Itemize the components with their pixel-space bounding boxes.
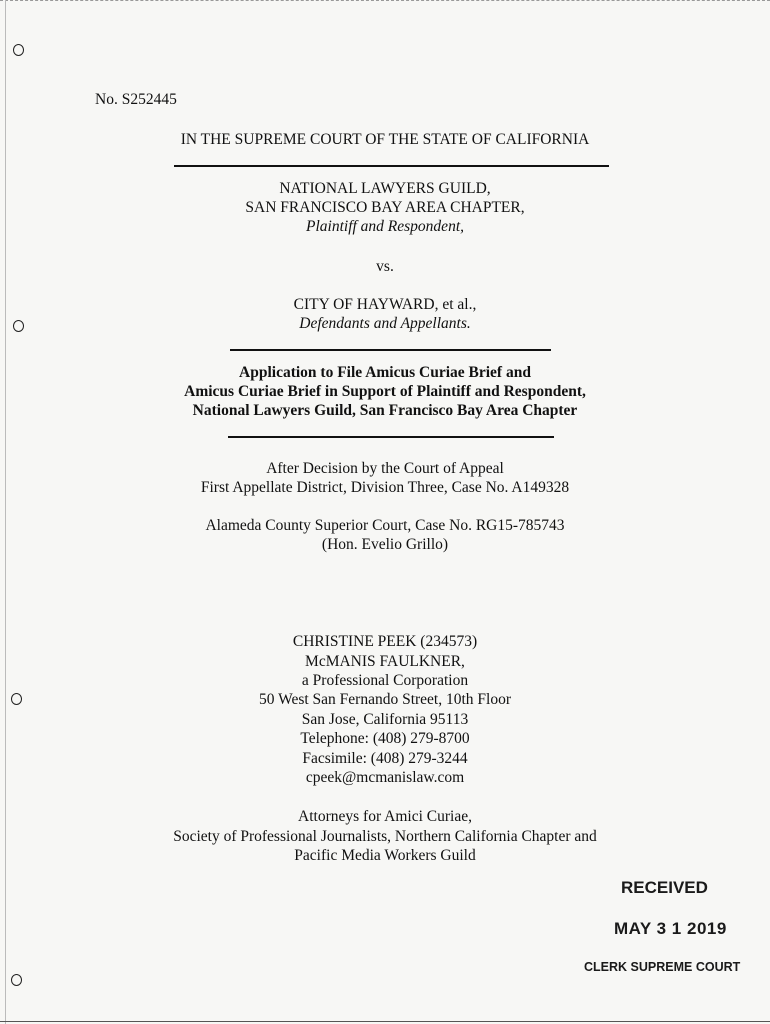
punch-hole-icon (11, 974, 22, 986)
attorneys-for-line2: Society of Professional Journalists, Northern California Chapter and (173, 828, 597, 845)
received-stamp: RECEIVED (621, 878, 708, 897)
defendant-name: CITY OF HAYWARD, et al., (293, 296, 477, 313)
case-number: No. S252445 (95, 91, 177, 108)
counsel-firm-type: a Professional Corporation (301, 672, 469, 689)
scan-edge-bottom (0, 1021, 770, 1022)
clerk-stamp: CLERK SUPREME COURT (584, 960, 741, 974)
punch-hole-icon (13, 44, 24, 56)
trial-court-line1: Alameda County Superior Court, Case No. RG15-785743 (205, 517, 565, 534)
document-title-line1: Application to File Amicus Curiae Brief and (239, 364, 531, 381)
counsel-firm: McMANIS FAULKNER, (305, 653, 465, 670)
plaintiff-name-line1: NATIONAL LAWYERS GUILD, (279, 180, 491, 197)
attorneys-for-line1: Attorneys for Amici Curiae, (298, 808, 472, 825)
appeal-info-line1: After Decision by the Court of Appeal (266, 460, 504, 477)
defendant-role: Defendants and Appellants. (299, 315, 471, 332)
counsel-telephone: Telephone: (408) 279-8700 (300, 730, 470, 747)
received-date-stamp: MAY 3 1 2019 (614, 919, 727, 938)
appeal-info-line2: First Appellate District, Division Three, Case No. A149328 (200, 479, 570, 496)
scan-edge-left (5, 0, 6, 1024)
attorneys-for-line3: Pacific Media Workers Guild (294, 847, 476, 864)
divider-rule (174, 165, 609, 167)
counsel-address: 50 West San Fernando Street, 10th Floor (258, 691, 512, 708)
scan-edge-top (0, 0, 770, 3)
document-title-line2: Amicus Curiae Brief in Support of Plaintiff and Respondent, (184, 383, 586, 400)
counsel-facsimile: Facsimile: (408) 279-3244 (302, 750, 468, 767)
counsel-email: cpeek@mcmanislaw.com (305, 769, 465, 786)
versus: vs. (376, 258, 394, 275)
divider-rule (228, 436, 554, 438)
divider-rule (230, 349, 551, 351)
plaintiff-name-line2: SAN FRANCISCO BAY AREA CHAPTER, (245, 199, 525, 216)
plaintiff-role: Plaintiff and Respondent, (306, 218, 464, 235)
trial-court-judge: (Hon. Evelio Grillo) (321, 536, 449, 553)
court-name: IN THE SUPREME COURT OF THE STATE OF CALIFORNIA (180, 131, 590, 148)
counsel-city: San Jose, California 95113 (301, 711, 469, 728)
counsel-name: CHRISTINE PEEK (234573) (292, 633, 478, 650)
document-title-line3: National Lawyers Guild, San Francisco Bay Area Chapter (192, 402, 578, 419)
